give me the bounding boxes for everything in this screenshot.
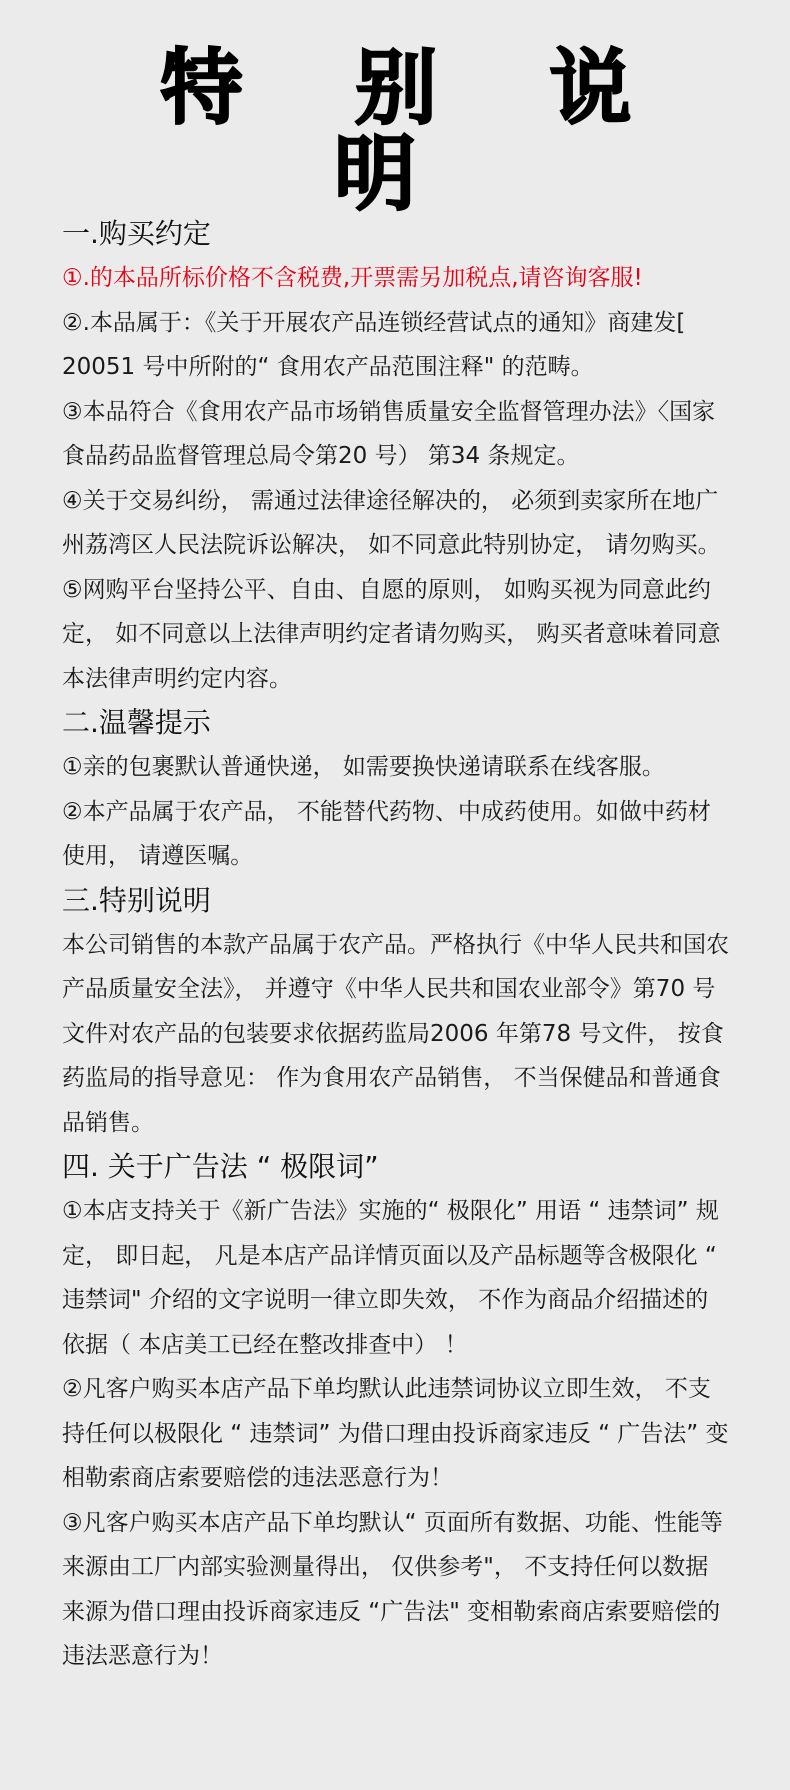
notice-item: ④关于交易纠纷， 需通过法律途径解决的， 必须到卖家所在地广州荔湾区人民法院诉讼解决， 如不同意此特别协定， 请勿购买。 [62,487,721,558]
notice-item: ②凡客户购买本店产品下单均默认此违禁词协议立即生效， 不支持任何以极限化 “ 违禁词” 为借口理由投诉商家违反 “ 广告法” 变相勒索商店索要赔偿的违法恶意行为！ [62,1376,729,1491]
notice-item: ①.的本品所标价格不含税费,开票需另加税点,请咨询客服! [62,265,643,291]
notice-item: ①本店支持关于《新广告法》实施的“ 极限化” 用语 “ 违禁词” 规定， 即日起， 凡是本店产品详情页面以及产品标题等含极限化 “ 违禁词" 介绍的文字说明一律立即失效， 不作为商品介绍描述的依据（ 本店美工已经在整改排查中） ！ [62,1198,719,1358]
section-heading: 二.温馨提示 [62,706,211,739]
section-advertising-law [62,1145,730,1679]
notice-item: 本公司销售的本款产品属于农产品。严格执行《中华人民共和国农产品质量安全法》， 并遵守《中华人民共和国农业部令》第70 号文件对农产品的包装要求依据药监局2006 年第78 号文件， 按食药监局的指导意见： 作为食用农产品销售， 不当保健品和普通食品销售。 [62,931,729,1136]
section-heading: 三.特别说明 [62,883,211,917]
section-heading: 四. 关于广告法 “ 极限词” [62,1150,379,1183]
notice-item: ⑤网购平台坚持公平、自由、自愿的原则， 如购买视为同意此约定， 如不同意以上法律声明约定者请勿购买， 购买者意味着同意本法律声明约定内容。 [62,576,721,692]
notice-item: ③凡客户购买本店产品下单均默认“ 页面所有数据、功能、性能等来源由工厂内部实验测量得出， 仅供参考"， 不支持任何以数据来源为借口理由投诉商家违反 “广告法" 变相勒索商店索要赔偿的违法恶意行为！ [62,1509,723,1669]
notice-content [62,212,730,1679]
section-friendly-tips [62,701,730,879]
notice-item: ②.本品属于：《关于开展农产品连锁经营试点的通知》商建发[ 20051 号中所附的“ 食用农产品范围注释" 的范畴。 [62,309,686,380]
notice-item: ②本产品属于农产品， 不能替代药物、中成药使用。如做中药材使用， 请遵医嘱。 [62,798,711,869]
section-heading: 一.购买约定 [62,217,211,250]
notice-item: ①亲的包裹默认普通快递， 如需要换快递请联系在线客服。 [62,754,665,780]
page-title: 特 别 说 明 [160,41,674,222]
section-special-notes [62,879,730,1146]
notice-item: ③本品符合《食用农产品市场销售质量安全监督管理办法》〈国家食品药品监督管理总局令第20 号） 第34 条规定。 [62,398,716,469]
section-purchase-agreement [62,212,730,701]
